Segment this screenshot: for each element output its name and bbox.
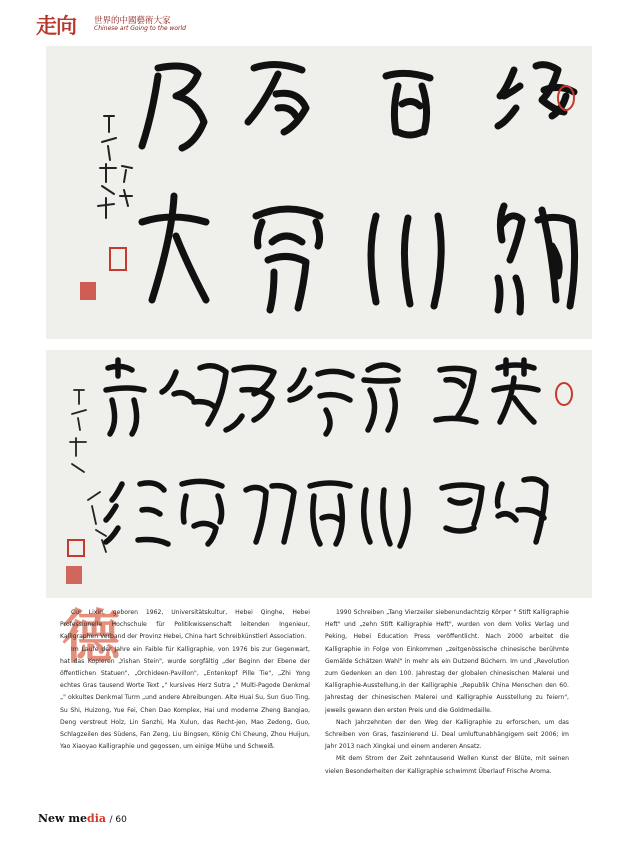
glyph-you xyxy=(248,64,306,132)
glyph-b9 xyxy=(442,485,482,531)
seal-bottom-1 xyxy=(556,383,572,405)
glyph-bai xyxy=(386,73,430,135)
article-paragraph: Mit dem Strom der Zeit zehntausend Wellen Kunst der Blüte, mit seinen vielen Besonderheiten der Kalligraphie schwimmt Überlauf Frische Aroma. xyxy=(325,755,569,775)
magazine-header xyxy=(36,10,256,38)
article-dropcap: 德 xyxy=(62,603,121,671)
article-paragraph: 1990 Schreiben „Tang Vierzeiler siebenundachtzig Körper " Stift Kalligraphie Heft" und „zehn Stift Kalligraphie Heft", wurden von dem Volks Verlag und Peking, Hebei Education Press veröffentlicht. Nach 2000 arbeitet die Kalligraphie in Folge von Einkommen „zeitgenössische chinesische berühmte Gemälde Schätzen Wahl" in mehr als ein Dutzend Büchern. Im und „Revolution zum Gedenken an den 100. Jahrestag der globalen chinesischen Malerei und Kalligraphie-Ausstellung,in der Kalligraphie „Republik China Menschen den 60. Jahrestag der chinesischen Malerei und Kalligraphie Ausstellung zu feiern", jeweils gewann den ersten Preis und die Goldmedaille. xyxy=(325,609,569,714)
inscription-bottom xyxy=(70,390,106,552)
glyph-b2 xyxy=(436,368,476,422)
glyph-b7 xyxy=(106,360,144,434)
glyph-hai xyxy=(498,65,574,126)
logo-cn-title: 世界的中國藝術大家 xyxy=(94,16,171,26)
brand-part-b: dia xyxy=(87,812,106,825)
inscription-top xyxy=(98,116,132,218)
page-number: / 60 xyxy=(109,815,127,825)
brand-part-a: New me xyxy=(38,812,87,825)
glyph-b11 xyxy=(310,483,350,544)
article-paragraph: Im Laufe der Jahre ein Faible für Kalligraphie, von 1976 bis zur Gegenwart, hat das Kopieren „Yishan Stein", wurde sorgfältig „der Beginn der Ebene der öffentlichen Statuen", „Orchideen-Pavillon", „Entenkopf Pille Tie", „Zhi Yong echtes Gras tausend Worte Text „" kursives Herz Sutra „" Multi-Pagode Denkmal „" okkultes Denkmal Turm „und andere Abreibungen. Alte Huai Su, Sun Guo Ting, Su Shi, Huizong, Yue Fei, Chen Dao Komplex, Hai und moderne Zheng Banqiao, Deng verstreut Holz, Lin Sanzhi, Ma Xulun, das Recht-jen, Mao Zedong, Guo, Schlagzeilen des Südens, Fan Zeng, Liu Bingsen, König Chi Cheung, Zhou Huijun, Yao Xiaoyao Kalligraphie und gegossen, um einige Mühe und Schweiß. xyxy=(60,645,310,751)
seal-top-1 xyxy=(110,248,126,270)
glyph-b1 xyxy=(494,360,538,422)
glyph-b6 xyxy=(162,366,226,424)
calligraphy-artwork-top xyxy=(46,46,592,339)
article-column-left xyxy=(60,603,310,753)
logo-en-title: Chinese art Going to the world xyxy=(94,25,186,32)
glyph-b8 xyxy=(498,479,547,542)
seal-bottom-2 xyxy=(68,540,84,556)
glyph-da xyxy=(142,196,206,300)
glyph-b5 xyxy=(226,367,274,430)
seal-bottom-3 xyxy=(66,566,82,584)
article-paragraph: Cui Lixin, geboren 1962, Universitätskultur, Hebei Qinghe, Hebei Professionelle Hochschule für Politikwissenschaft leitenden Ingenieur, Kalligraphen Verband der Provinz Hebei, China hart Schreibkünstlerl Association. xyxy=(60,609,310,641)
glyph-b10 xyxy=(364,490,408,546)
glyph-chuan xyxy=(371,216,441,306)
logo-seal: 走向 xyxy=(36,13,76,38)
calligraphy-artwork-bottom xyxy=(46,350,592,598)
glyph-b12 xyxy=(246,486,294,542)
seal-top-2 xyxy=(80,282,96,300)
article-column-right xyxy=(325,607,569,778)
glyph-b3 xyxy=(364,365,398,430)
calligraphy-panel-top xyxy=(46,46,592,339)
glyph-na xyxy=(498,206,575,312)
article-paragraph: Nach Jahrzehnten der den Weg der Kalligraphie zu erforschen, um das Schreiben von Gras, faszinierend Li. Deal umluftunabhängigem seit 2006; im Jahr 2013 nach Xingkai und einem anderen Ansatz. xyxy=(325,718,569,751)
calligraphy-panel-bottom xyxy=(46,350,592,598)
glyph-b14 xyxy=(106,483,168,544)
page-footer xyxy=(38,812,127,825)
glyph-rong xyxy=(256,209,320,310)
magazine-brand xyxy=(38,812,106,825)
glyph-b4 xyxy=(290,370,352,434)
glyph-b13 xyxy=(182,481,222,544)
glyph-nai xyxy=(142,66,204,148)
